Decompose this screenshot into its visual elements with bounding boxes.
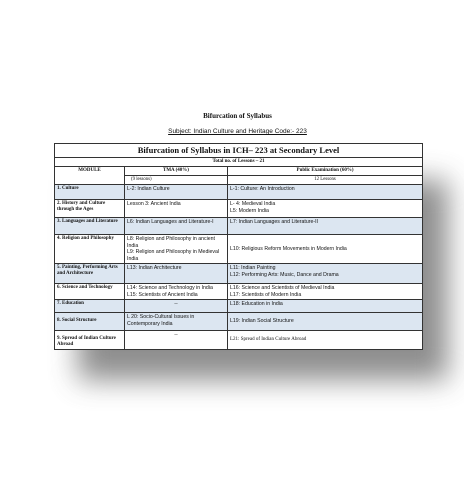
lesson-text: L5: Modern India	[230, 207, 269, 214]
total-lessons-row	[55, 157, 423, 166]
tma-cell	[125, 284, 228, 300]
public-cell	[228, 235, 423, 264]
table-row	[55, 300, 423, 313]
lesson-text: L9: Religion and Philosophy in Medieval India	[127, 249, 219, 262]
table-row	[55, 313, 423, 331]
total-lessons: Total no. of Lessons – 21	[55, 157, 423, 166]
public-lesson-count: 12 Lessons	[228, 176, 423, 185]
lesson-text: L19: Indian Social Structure	[230, 318, 294, 325]
tma-cell	[125, 235, 228, 264]
module-cell: 7. Education	[55, 300, 125, 313]
tma-cell	[125, 264, 228, 284]
lesson-text: L8: Religion and Philosophy in ancient India	[127, 236, 215, 249]
header-public: Public Examination (60%)	[228, 166, 423, 175]
tma-cell	[125, 218, 228, 235]
module-cell: 8. Social Structure	[55, 313, 125, 331]
tma-lesson-count: (9 lessons)	[125, 176, 228, 185]
lesson-text: L12: Performing Arts: Music, Dance and Drama	[230, 271, 339, 278]
lesson-text: L21: Spread of Indian Culture Abroad	[230, 336, 307, 342]
module-cell: 2. History and Culture through the Ages	[55, 200, 125, 218]
module-cell: 3. Languages and Literature	[55, 218, 125, 235]
lesson-text: L7: Indian Languages and Literature-II	[230, 219, 318, 226]
table-main-title: Bifurcation of Syllabus in ICH– 223 at Secondary Level	[55, 144, 423, 158]
table-row	[55, 284, 423, 300]
table-row	[55, 185, 423, 200]
lesson-text: --	[174, 301, 178, 308]
tma-cell	[125, 200, 228, 218]
public-cell	[228, 331, 423, 350]
public-cell	[228, 264, 423, 284]
lesson-text: L-1: Culture: An Introduction	[230, 186, 295, 193]
lesson-text: L17: Scientists of Modern India	[230, 291, 302, 298]
header-module: MODULE	[55, 166, 125, 184]
table-row	[55, 331, 423, 350]
table-row	[55, 200, 423, 218]
header-row	[55, 166, 423, 175]
module-cell: 9. Spread of Indian Culture Abroad	[55, 331, 125, 350]
module-cell: 1. Culture	[55, 185, 125, 200]
lesson-text: L18: Education in India	[230, 301, 283, 308]
lesson-text: L 20: Socio-Cultural Issues in Contemporary India	[127, 314, 195, 327]
lesson-text: L14: Science and Technology in India	[127, 285, 213, 292]
table-title-row	[55, 144, 423, 158]
lesson-text: L11: Indian Painting	[230, 265, 276, 272]
lesson-text: Lesson 3: Ancient India	[127, 201, 181, 208]
public-cell	[228, 185, 423, 200]
public-cell	[228, 200, 423, 218]
public-cell	[228, 300, 423, 313]
module-cell: 5. Painting, Performing Arts and Architecture	[55, 264, 125, 284]
lesson-text: --	[174, 332, 178, 339]
module-cell: 6. Science and Technology	[55, 284, 125, 300]
tma-cell	[125, 313, 228, 331]
header-tma: TMA (40%)	[125, 166, 228, 175]
lesson-text: L6: Indian Languages and Literature-I	[127, 219, 214, 226]
document-title: Bifurcation of Syllabus	[203, 112, 272, 120]
lesson-text: L13: Indian Architecture	[127, 265, 182, 272]
document-subtitle: Subject: Indian Culture and Heritage Code:- 223	[168, 128, 307, 135]
module-cell: 4. Religion and Philosophy	[55, 235, 125, 264]
syllabus-table	[54, 143, 423, 350]
table-row	[55, 235, 423, 264]
lesson-text: L10: Religious Reform Movements in Modern India	[230, 245, 347, 252]
table-row	[55, 218, 423, 235]
public-cell	[228, 284, 423, 300]
lesson-text: L- 4: Medieval India	[230, 201, 276, 208]
table-row	[55, 264, 423, 284]
tma-cell	[125, 185, 228, 200]
syllabus-sheet	[52, 106, 423, 346]
public-cell	[228, 313, 423, 331]
tma-cell	[125, 331, 228, 350]
tma-cell	[125, 300, 228, 313]
lesson-text: L16: Science and Scientists of Medieval India	[230, 285, 335, 292]
public-cell	[228, 218, 423, 235]
lesson-text: L15: Scientists of Ancient India	[127, 291, 198, 298]
lesson-text: L-2: Indian Culture	[127, 186, 170, 193]
